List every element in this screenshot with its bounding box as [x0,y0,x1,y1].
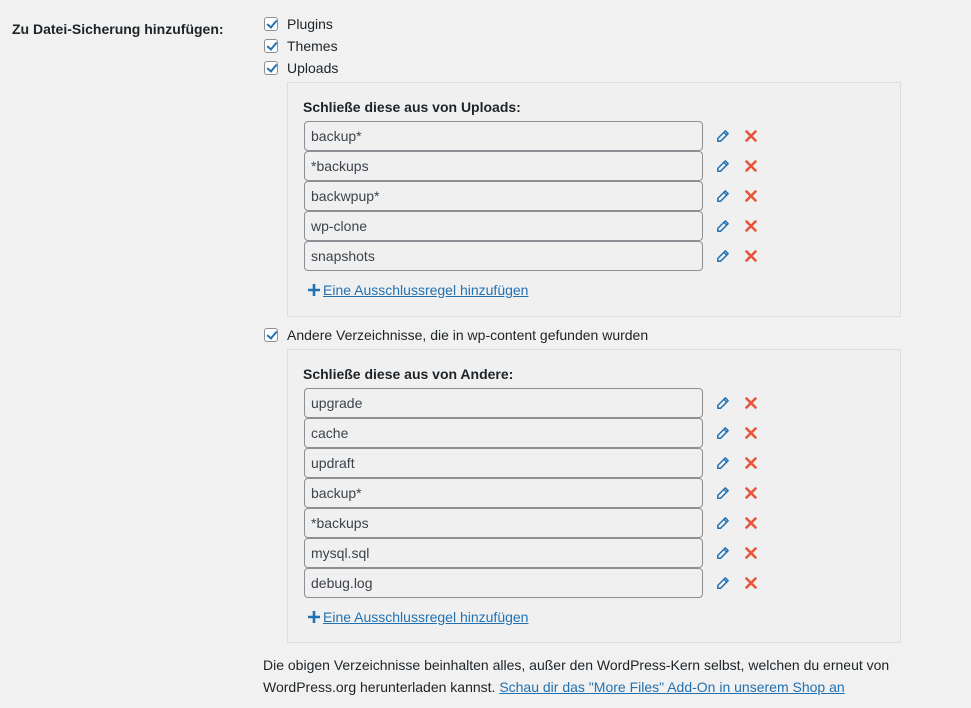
pencil-icon[interactable] [713,157,731,175]
description-text: Die obigen Verzeichnisse beinhalten alles, außer den WordPress-Kern selbst, welchen du erneut von WordPress.org herunterladen kannst. [263,657,890,695]
exclusion-rule [304,151,760,181]
exclusion-rule-input[interactable]: backup* [304,478,703,508]
exclusion-rule-input[interactable]: backup* [304,121,703,151]
delete-x-icon[interactable] [742,127,760,145]
pencil-icon[interactable] [713,247,731,265]
exclusion-rule [304,568,760,598]
exclusion-rule-input[interactable]: cache [304,418,703,448]
delete-x-icon[interactable] [742,394,760,412]
checkbox-uploads[interactable] [264,61,278,75]
checkbox-themes-label: Themes [287,38,338,54]
exclusion-rule [304,418,760,448]
uploads-exclusions-title: Schließe diese aus von Uploads: [303,99,521,115]
delete-x-icon[interactable] [742,187,760,205]
checkbox-plugins-row[interactable] [264,15,333,33]
checkbox-themes-row[interactable] [264,37,338,55]
exclusion-rule [304,508,760,538]
more-files-addon-link[interactable]: Schau dir das "More Files" Add-On in unserem Shop an [499,679,845,695]
add-exclusion-rule-link[interactable] [307,282,528,298]
checkbox-uploads-row[interactable] [264,59,338,77]
exclusion-rule-input[interactable]: mysql.sql [304,538,703,568]
add-exclusion-rule-label[interactable]: Eine Ausschlussregel hinzufügen [323,609,529,625]
exclusion-rule [304,388,760,418]
others-exclusions-box [287,349,901,643]
checkbox-others[interactable] [264,328,278,342]
pencil-icon[interactable] [713,514,731,532]
checkbox-others-row[interactable] [264,326,648,344]
pencil-icon[interactable] [713,454,731,472]
exclusion-rule-input[interactable]: backwpup* [304,181,703,211]
exclusion-rule-input[interactable]: snapshots [304,241,703,271]
delete-x-icon[interactable] [742,544,760,562]
exclusion-rule-input[interactable]: updraft [304,448,703,478]
delete-x-icon[interactable] [742,424,760,442]
delete-x-icon[interactable] [742,454,760,472]
exclusion-rule [304,121,760,151]
plus-icon [307,610,321,624]
delete-x-icon[interactable] [742,574,760,592]
pencil-icon[interactable] [713,544,731,562]
plus-icon [307,283,321,297]
exclusion-rule [304,478,760,508]
exclusion-rule-input[interactable]: *backups [304,508,703,538]
uploads-exclusions-box [287,82,901,317]
description-note [263,654,903,698]
pencil-icon[interactable] [713,217,731,235]
delete-x-icon[interactable] [742,514,760,532]
row-label: Zu Datei-Sicherung hinzufügen: [12,21,224,37]
delete-x-icon[interactable] [742,157,760,175]
exclusion-rule-input[interactable]: wp-clone [304,211,703,241]
delete-x-icon[interactable] [742,217,760,235]
checkbox-others-label: Andere Verzeichnisse, die in wp-content gefunden wurden [287,327,649,343]
exclusion-rule [304,448,760,478]
exclusion-rule [304,241,760,271]
delete-x-icon[interactable] [742,247,760,265]
delete-x-icon[interactable] [742,484,760,502]
exclusion-rule-input[interactable]: debug.log [304,568,703,598]
pencil-icon[interactable] [713,127,731,145]
pencil-icon[interactable] [713,394,731,412]
pencil-icon[interactable] [713,574,731,592]
exclusion-rule-input[interactable]: *backups [304,151,703,181]
checkbox-plugins[interactable] [264,17,278,31]
checkbox-uploads-label: Uploads [287,60,339,76]
others-exclusions-title: Schließe diese aus von Andere: [303,366,514,382]
exclusion-rule [304,181,760,211]
pencil-icon[interactable] [713,424,731,442]
exclusion-rule-input[interactable]: upgrade [304,388,703,418]
pencil-icon[interactable] [713,187,731,205]
checkbox-themes[interactable] [264,39,278,53]
exclusion-rule [304,211,760,241]
pencil-icon[interactable] [713,484,731,502]
exclusion-rule [304,538,760,568]
add-exclusion-rule-label[interactable]: Eine Ausschlussregel hinzufügen [323,282,529,298]
add-exclusion-rule-link[interactable] [307,609,528,625]
checkbox-plugins-label: Plugins [287,16,333,32]
